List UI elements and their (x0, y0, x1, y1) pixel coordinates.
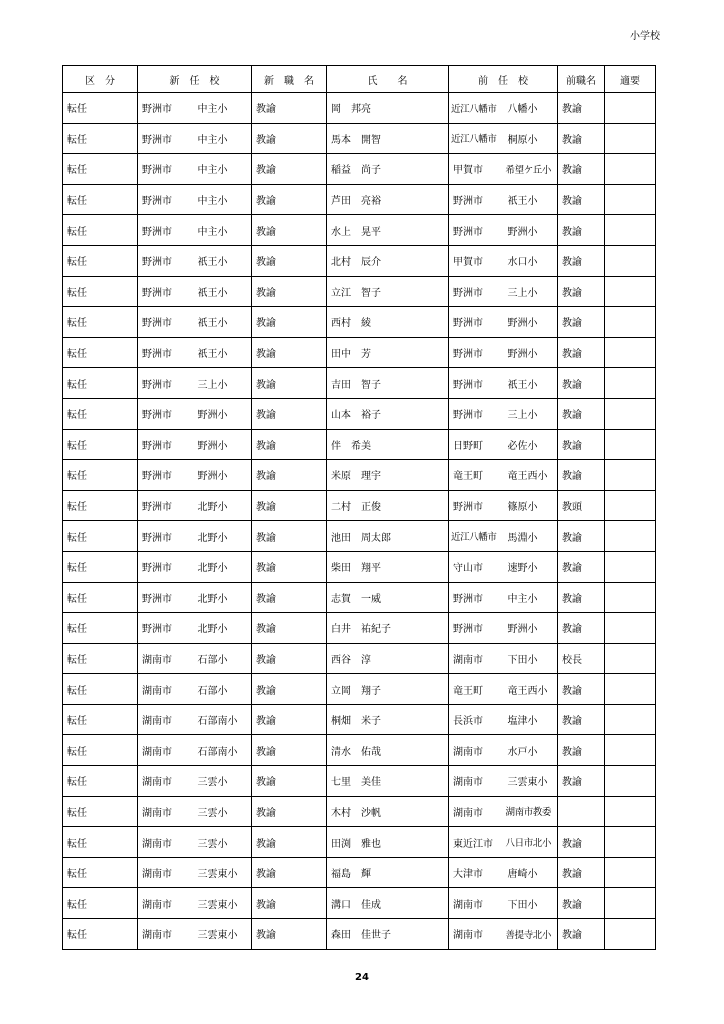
cell-prev-city: 野洲市 (449, 337, 504, 368)
cell-remarks (605, 704, 656, 735)
cell-name: 桐畑 米子 (327, 704, 449, 735)
cell-prev-position: 教諭 (558, 93, 605, 124)
cell-prev-position: 教諭 (558, 919, 605, 950)
cell-new-city: 野洲市 (138, 460, 194, 491)
cell-prev-position: 教諭 (558, 521, 605, 552)
cell-name: 二村 正俊 (327, 490, 449, 521)
cell-prev-city: 野洲市 (449, 276, 504, 307)
cell-category: 転任 (63, 337, 138, 368)
cell-prev-city: 長浜市 (449, 704, 504, 735)
cell-prev-position: 教諭 (558, 123, 605, 154)
cell-new-position: 教諭 (252, 460, 327, 491)
cell-new-school: 北野小 (194, 551, 252, 582)
cell-name: 山本 裕子 (327, 398, 449, 429)
cell-new-school: 中主小 (194, 123, 252, 154)
cell-new-city: 野洲市 (138, 398, 194, 429)
cell-prev-school: 竜王西小 (504, 674, 558, 705)
cell-name: 稲益 尚子 (327, 154, 449, 185)
cell-new-position: 教諭 (252, 123, 327, 154)
table-row (63, 643, 656, 674)
cell-category: 転任 (63, 735, 138, 766)
cell-category: 転任 (63, 429, 138, 460)
cell-prev-position: 教諭 (558, 460, 605, 491)
cell-new-school: 野洲小 (194, 398, 252, 429)
table-row (63, 368, 656, 399)
cell-new-school: 祇王小 (194, 337, 252, 368)
cell-prev-school: 篠原小 (504, 490, 558, 521)
cell-remarks (605, 827, 656, 858)
header-remarks: 適要 (605, 66, 656, 93)
cell-prev-position (558, 796, 605, 827)
cell-new-city: 野洲市 (138, 93, 194, 124)
table-row (63, 582, 656, 613)
cell-new-position: 教諭 (252, 521, 327, 552)
cell-remarks (605, 154, 656, 185)
cell-new-position: 教諭 (252, 215, 327, 246)
cell-prev-position: 教諭 (558, 245, 605, 276)
table-row (63, 490, 656, 521)
cell-new-position: 教諭 (252, 245, 327, 276)
cell-name: 池田 周太郎 (327, 521, 449, 552)
cell-remarks (605, 93, 656, 124)
cell-prev-position: 教頭 (558, 490, 605, 521)
cell-name: 白井 祐紀子 (327, 613, 449, 644)
cell-name: 柴田 翔平 (327, 551, 449, 582)
cell-new-school: 三雲東小 (194, 857, 252, 888)
cell-new-school: 三上小 (194, 368, 252, 399)
table-row (63, 215, 656, 246)
cell-prev-city: 東近江市 (449, 827, 504, 858)
cell-category: 転任 (63, 551, 138, 582)
cell-category: 転任 (63, 460, 138, 491)
cell-new-school: 北野小 (194, 521, 252, 552)
cell-new-position: 教諭 (252, 674, 327, 705)
cell-new-position: 教諭 (252, 429, 327, 460)
cell-remarks (605, 245, 656, 276)
cell-remarks (605, 643, 656, 674)
cell-new-school: 北野小 (194, 613, 252, 644)
table-row (63, 857, 656, 888)
table-row (63, 154, 656, 185)
cell-new-position: 教諭 (252, 827, 327, 858)
cell-prev-school: 希望ケ丘小 (504, 154, 558, 185)
cell-prev-city: 守山市 (449, 551, 504, 582)
cell-prev-school: 野洲小 (504, 337, 558, 368)
cell-prev-school: 三雲東小 (504, 766, 558, 797)
cell-new-city: 湖南市 (138, 704, 194, 735)
cell-prev-city: 野洲市 (449, 184, 504, 215)
cell-new-city: 野洲市 (138, 429, 194, 460)
table-body (63, 93, 656, 950)
cell-prev-position: 教諭 (558, 184, 605, 215)
cell-prev-city: 湖南市 (449, 888, 504, 919)
cell-name: 岡 邦亮 (327, 93, 449, 124)
cell-remarks (605, 857, 656, 888)
cell-new-school: 三雲東小 (194, 919, 252, 950)
cell-new-school: 三雲小 (194, 827, 252, 858)
cell-prev-school: 塩津小 (504, 704, 558, 735)
header-name: 氏 名 (327, 66, 449, 93)
cell-prev-city: 野洲市 (449, 307, 504, 338)
cell-prev-city: 湖南市 (449, 919, 504, 950)
cell-new-position: 教諭 (252, 398, 327, 429)
cell-new-city: 湖南市 (138, 674, 194, 705)
cell-new-position: 教諭 (252, 704, 327, 735)
cell-prev-position: 教諭 (558, 337, 605, 368)
cell-category: 転任 (63, 184, 138, 215)
cell-new-city: 湖南市 (138, 796, 194, 827)
cell-prev-school: 野洲小 (504, 613, 558, 644)
table-row (63, 735, 656, 766)
cell-name: 福島 輝 (327, 857, 449, 888)
cell-prev-school: 下田小 (504, 643, 558, 674)
cell-category: 転任 (63, 766, 138, 797)
cell-prev-position: 教諭 (558, 307, 605, 338)
cell-name: 森田 佳世子 (327, 919, 449, 950)
cell-name: 馬本 開智 (327, 123, 449, 154)
cell-prev-position: 教諭 (558, 215, 605, 246)
cell-name: 北村 辰介 (327, 245, 449, 276)
table-row (63, 674, 656, 705)
cell-new-school: 中主小 (194, 184, 252, 215)
cell-name: 西谷 淳 (327, 643, 449, 674)
cell-new-city: 湖南市 (138, 643, 194, 674)
cell-category: 転任 (63, 521, 138, 552)
cell-new-city: 湖南市 (138, 827, 194, 858)
cell-prev-position: 教諭 (558, 735, 605, 766)
cell-category: 転任 (63, 215, 138, 246)
cell-prev-school: 馬淵小 (504, 521, 558, 552)
cell-new-city: 湖南市 (138, 735, 194, 766)
cell-category: 転任 (63, 796, 138, 827)
cell-new-school: 祇王小 (194, 307, 252, 338)
cell-prev-school: 三上小 (504, 276, 558, 307)
table-row (63, 93, 656, 124)
cell-category: 転任 (63, 93, 138, 124)
cell-remarks (605, 674, 656, 705)
cell-remarks (605, 184, 656, 215)
cell-category: 転任 (63, 643, 138, 674)
cell-category: 転任 (63, 368, 138, 399)
cell-remarks (605, 796, 656, 827)
header-new-school: 新 任 校 (138, 66, 252, 93)
cell-prev-position: 教諭 (558, 888, 605, 919)
cell-category: 転任 (63, 613, 138, 644)
cell-prev-city: 湖南市 (449, 643, 504, 674)
cell-new-city: 湖南市 (138, 919, 194, 950)
cell-remarks (605, 613, 656, 644)
cell-new-position: 教諭 (252, 368, 327, 399)
cell-prev-position: 教諭 (558, 613, 605, 644)
cell-remarks (605, 307, 656, 338)
table-row (63, 521, 656, 552)
cell-prev-school: 水戸小 (504, 735, 558, 766)
cell-category: 転任 (63, 857, 138, 888)
cell-new-school: 中主小 (194, 93, 252, 124)
cell-new-position: 教諭 (252, 184, 327, 215)
cell-remarks (605, 490, 656, 521)
cell-name: 立岡 翔子 (327, 674, 449, 705)
cell-prev-city: 近江八幡市 (449, 123, 504, 154)
table-row (63, 123, 656, 154)
cell-prev-school: 速野小 (504, 551, 558, 582)
cell-category: 転任 (63, 123, 138, 154)
cell-new-position: 教諭 (252, 796, 327, 827)
cell-new-position: 教諭 (252, 551, 327, 582)
header-new-position: 新 職 名 (252, 66, 327, 93)
cell-prev-position: 教諭 (558, 368, 605, 399)
cell-new-city: 野洲市 (138, 490, 194, 521)
table-row (63, 184, 656, 215)
cell-new-city: 野洲市 (138, 123, 194, 154)
cell-remarks (605, 276, 656, 307)
cell-category: 転任 (63, 827, 138, 858)
cell-category: 転任 (63, 154, 138, 185)
cell-new-school: 野洲小 (194, 429, 252, 460)
cell-prev-city: 野洲市 (449, 613, 504, 644)
cell-prev-position: 教諭 (558, 766, 605, 797)
cell-new-position: 教諭 (252, 643, 327, 674)
cell-new-school: 石部小 (194, 643, 252, 674)
cell-prev-position: 教諭 (558, 398, 605, 429)
personnel-table (62, 65, 656, 950)
cell-name: 吉田 智子 (327, 368, 449, 399)
cell-remarks (605, 215, 656, 246)
header-prev-position: 前職名 (558, 66, 605, 93)
cell-remarks (605, 123, 656, 154)
table-row (63, 460, 656, 491)
cell-prev-school: 中主小 (504, 582, 558, 613)
table-row (63, 398, 656, 429)
cell-category: 転任 (63, 307, 138, 338)
cell-new-city: 野洲市 (138, 613, 194, 644)
cell-category: 転任 (63, 704, 138, 735)
table-row (63, 827, 656, 858)
table-row (63, 276, 656, 307)
table-row (63, 766, 656, 797)
cell-new-city: 湖南市 (138, 766, 194, 797)
table-row (63, 919, 656, 950)
cell-prev-school: 三上小 (504, 398, 558, 429)
table-row (63, 551, 656, 582)
cell-new-school: 祇王小 (194, 245, 252, 276)
cell-prev-school: 竜王西小 (504, 460, 558, 491)
cell-prev-city: 野洲市 (449, 490, 504, 521)
cell-prev-city: 甲賀市 (449, 154, 504, 185)
cell-prev-city: 湖南市 (449, 766, 504, 797)
page-number: 24 (355, 972, 369, 983)
cell-remarks (605, 888, 656, 919)
cell-prev-position: 校長 (558, 643, 605, 674)
cell-new-school: 三雲東小 (194, 888, 252, 919)
cell-new-city: 野洲市 (138, 521, 194, 552)
cell-prev-city: 湖南市 (449, 796, 504, 827)
cell-new-city: 野洲市 (138, 368, 194, 399)
cell-new-position: 教諭 (252, 337, 327, 368)
cell-remarks (605, 551, 656, 582)
cell-remarks (605, 368, 656, 399)
cell-new-school: 石部南小 (194, 735, 252, 766)
cell-category: 転任 (63, 490, 138, 521)
cell-category: 転任 (63, 582, 138, 613)
cell-new-school: 石部南小 (194, 704, 252, 735)
cell-prev-position: 教諭 (558, 857, 605, 888)
table-row (63, 245, 656, 276)
cell-prev-city: 竜王町 (449, 460, 504, 491)
cell-prev-position: 教諭 (558, 276, 605, 307)
cell-new-city: 野洲市 (138, 276, 194, 307)
cell-new-city: 野洲市 (138, 215, 194, 246)
cell-new-city: 野洲市 (138, 184, 194, 215)
cell-new-school: 野洲小 (194, 460, 252, 491)
cell-prev-position: 教諭 (558, 429, 605, 460)
cell-new-position: 教諭 (252, 735, 327, 766)
cell-new-position: 教諭 (252, 919, 327, 950)
cell-category: 転任 (63, 276, 138, 307)
cell-remarks (605, 460, 656, 491)
cell-prev-city: 野洲市 (449, 368, 504, 399)
cell-name: 七里 美佳 (327, 766, 449, 797)
cell-new-school: 北野小 (194, 582, 252, 613)
cell-new-position: 教諭 (252, 276, 327, 307)
cell-prev-position: 教諭 (558, 674, 605, 705)
cell-new-position: 教諭 (252, 490, 327, 521)
cell-prev-position: 教諭 (558, 704, 605, 735)
cell-new-school: 北野小 (194, 490, 252, 521)
cell-new-position: 教諭 (252, 582, 327, 613)
cell-prev-position: 教諭 (558, 551, 605, 582)
cell-name: 志賀 一威 (327, 582, 449, 613)
cell-prev-school: 桐原小 (504, 123, 558, 154)
cell-prev-city: 野洲市 (449, 582, 504, 613)
cell-prev-position: 教諭 (558, 154, 605, 185)
cell-new-position: 教諭 (252, 613, 327, 644)
cell-new-school: 三雲小 (194, 796, 252, 827)
cell-name: 田中 芳 (327, 337, 449, 368)
cell-name: 伴 希美 (327, 429, 449, 460)
cell-prev-school: 湖南市教委 (504, 796, 558, 827)
cell-name: 西村 綾 (327, 307, 449, 338)
cell-prev-school: 水口小 (504, 245, 558, 276)
cell-new-city: 野洲市 (138, 154, 194, 185)
cell-prev-position: 教諭 (558, 827, 605, 858)
header-category: 区 分 (63, 66, 138, 93)
cell-name: 木村 沙帆 (327, 796, 449, 827)
table-row (63, 307, 656, 338)
cell-prev-school: 祇王小 (504, 368, 558, 399)
cell-new-position: 教諭 (252, 766, 327, 797)
cell-remarks (605, 429, 656, 460)
cell-category: 転任 (63, 919, 138, 950)
cell-name: 田渕 雅也 (327, 827, 449, 858)
cell-prev-city: 竜王町 (449, 674, 504, 705)
cell-prev-city: 大津市 (449, 857, 504, 888)
cell-name: 溝口 佳成 (327, 888, 449, 919)
cell-new-city: 湖南市 (138, 857, 194, 888)
cell-prev-school: 祇王小 (504, 184, 558, 215)
cell-prev-school: 必佐小 (504, 429, 558, 460)
cell-prev-school: 八幡小 (504, 93, 558, 124)
cell-remarks (605, 337, 656, 368)
cell-prev-school: 八日市北小 (504, 827, 558, 858)
table-header-row (63, 66, 656, 93)
cell-prev-position: 教諭 (558, 582, 605, 613)
table-row (63, 337, 656, 368)
cell-new-city: 野洲市 (138, 582, 194, 613)
cell-remarks (605, 582, 656, 613)
table-row (63, 613, 656, 644)
cell-new-position: 教諭 (252, 93, 327, 124)
cell-name: 芦田 亮裕 (327, 184, 449, 215)
cell-prev-city: 近江八幡市 (449, 93, 504, 124)
cell-remarks (605, 735, 656, 766)
cell-prev-city: 近江八幡市 (449, 521, 504, 552)
cell-new-position: 教諭 (252, 154, 327, 185)
cell-new-school: 中主小 (194, 154, 252, 185)
cell-remarks (605, 766, 656, 797)
cell-new-city: 野洲市 (138, 337, 194, 368)
cell-new-school: 中主小 (194, 215, 252, 246)
cell-prev-school: 善提寺北小 (504, 919, 558, 950)
cell-new-city: 野洲市 (138, 307, 194, 338)
cell-name: 水上 晃平 (327, 215, 449, 246)
cell-new-position: 教諭 (252, 888, 327, 919)
cell-prev-school: 野洲小 (504, 307, 558, 338)
cell-prev-school: 野洲小 (504, 215, 558, 246)
cell-prev-city: 湖南市 (449, 735, 504, 766)
table-row (63, 704, 656, 735)
header-prev-school: 前 任 校 (449, 66, 558, 93)
cell-name: 立江 智子 (327, 276, 449, 307)
cell-new-school: 祇王小 (194, 276, 252, 307)
cell-remarks (605, 919, 656, 950)
cell-prev-city: 野洲市 (449, 398, 504, 429)
cell-name: 清水 佑哉 (327, 735, 449, 766)
cell-prev-city: 野洲市 (449, 215, 504, 246)
cell-new-school: 石部小 (194, 674, 252, 705)
table-row (63, 429, 656, 460)
cell-prev-city: 甲賀市 (449, 245, 504, 276)
cell-remarks (605, 398, 656, 429)
cell-new-city: 湖南市 (138, 888, 194, 919)
table-row (63, 796, 656, 827)
school-type-label: 小学校 (630, 31, 660, 42)
cell-category: 転任 (63, 674, 138, 705)
cell-new-position: 教諭 (252, 307, 327, 338)
table-row (63, 888, 656, 919)
cell-category: 転任 (63, 398, 138, 429)
cell-category: 転任 (63, 245, 138, 276)
cell-name: 米原 理宇 (327, 460, 449, 491)
cell-prev-city: 日野町 (449, 429, 504, 460)
cell-prev-school: 唐崎小 (504, 857, 558, 888)
cell-prev-school: 下田小 (504, 888, 558, 919)
cell-new-city: 野洲市 (138, 551, 194, 582)
cell-new-school: 三雲小 (194, 766, 252, 797)
cell-new-position: 教諭 (252, 857, 327, 888)
cell-remarks (605, 521, 656, 552)
cell-new-city: 野洲市 (138, 245, 194, 276)
cell-category: 転任 (63, 888, 138, 919)
